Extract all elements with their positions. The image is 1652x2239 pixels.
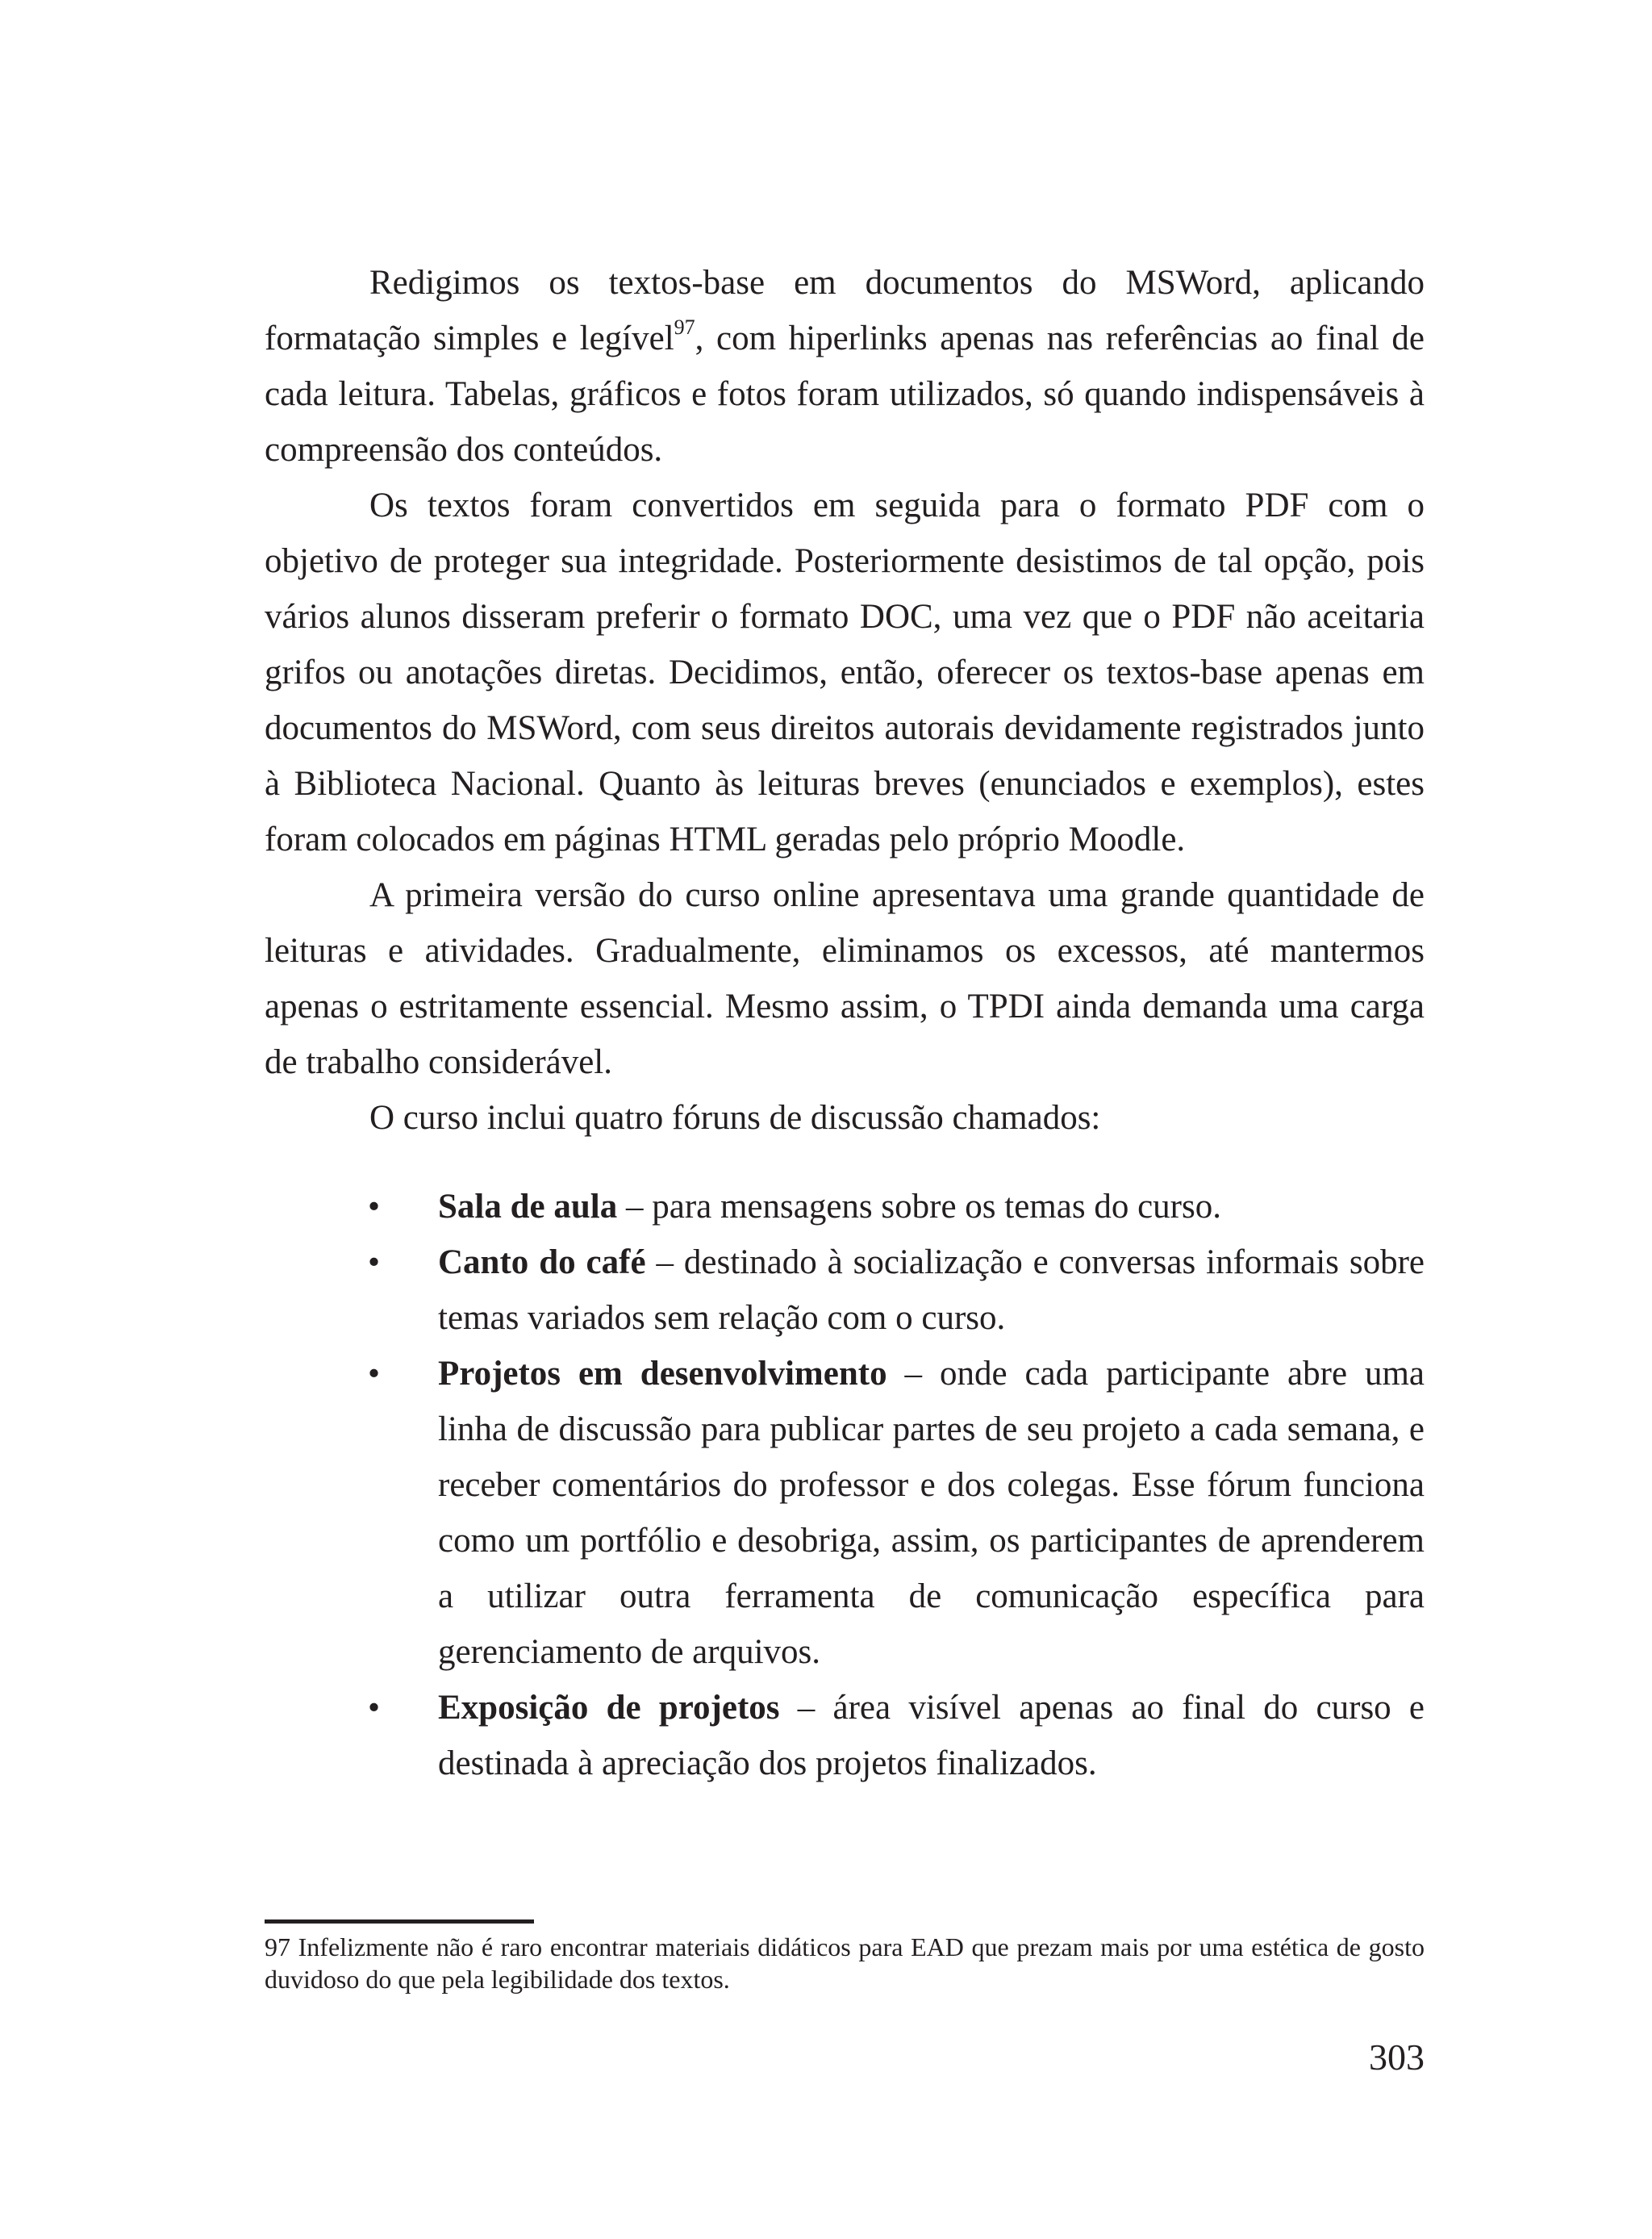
- paragraph-3: A primeira versão do curso online apresentava uma grande quantidade de leituras e atividades. Gradualmente, eliminamos os excessos, até mantermos apenas o estritamente essencial. Mesmo assim, o TPDI ainda demanda uma carga de trabalho considerável.: [265, 876, 1425, 1081]
- forum-name: Exposição de projetos: [438, 1689, 780, 1727]
- paragraph-1-text-b: , com hiperlinks apenas nas referências ao final de cada leitura. Tabelas, gráficos e fotos foram utilizados, só quando indispensáveis à compreensão dos conteúdos.: [265, 320, 1425, 469]
- page-number: 303: [1369, 2036, 1425, 2078]
- forum-name: Canto do café: [438, 1243, 646, 1281]
- bullet-icon: •: [368, 1243, 381, 1281]
- paragraph-2: Os textos foram convertidos em seguida para o formato PDF com o objetivo de proteger sua integridade. Posteriormente desistimos de tal opção, pois vários alunos disseram preferir o formato DOC, uma vez que o PDF não aceitaria grifos ou anotações diretas. Decidimos, então, oferecer os textos-base apenas em documentos do MSWord, com seus direitos autorais devidamente registrados junto à Biblioteca Nacional. Quanto às leituras breves (enunciados e exemplos), estes foram colocados em páginas HTML geradas pelo próprio Moodle.: [265, 487, 1425, 858]
- paragraph-1-text-a: Redigimos os textos-base em documentos do MSWord, aplicando formatação simples e legível: [265, 264, 1425, 357]
- paragraph-1: [265, 255, 1425, 478]
- forum-name: Projetos em desenvolvimento: [438, 1355, 887, 1393]
- bullet-icon: •: [368, 1355, 381, 1393]
- footnote-text: Infelizmente não é raro encontrar materiais didáticos para EAD que prezam mais por uma estética de gosto duvidoso do que pela legibilidade dos textos.: [265, 1932, 1425, 1994]
- forum-item-sala-de-aula: [265, 1179, 1425, 1234]
- footnote-reference: 97: [674, 315, 695, 339]
- footnote: [265, 1931, 1425, 1995]
- footnote-paragraph: [265, 1931, 1425, 1995]
- footnote-divider: [265, 1919, 534, 1924]
- bullet-icon: •: [368, 1188, 381, 1226]
- forum-item-projetos-em-desenvolvimento: [265, 1346, 1425, 1680]
- body-text: [265, 255, 1425, 1791]
- forum-item-exposicao-de-projetos: [265, 1680, 1425, 1791]
- forum-description: – destinado à socialização e conversas informais sobre temas variados sem relação com o curso.: [438, 1243, 1425, 1337]
- forum-name: Sala de aula: [438, 1188, 618, 1226]
- bullet-icon: •: [368, 1689, 381, 1727]
- paragraph-4: O curso inclui quatro fóruns de discussão chamados:: [369, 1099, 1101, 1137]
- footnote-number: 97: [265, 1932, 290, 1961]
- forum-list: [265, 1179, 1425, 1791]
- forum-description: – área visível apenas ao final do curso e destinada à apreciação dos projetos finalizados.: [438, 1689, 1425, 1782]
- forum-description: – onde cada participante abre uma linha de discussão para publicar partes de seu projeto a cada semana, e receber comentários do professor e dos colegas. Esse fórum funciona como um portfólio e desobriga, assim, os participantes de aprenderem a utilizar outra ferramenta de comunicação específica para gerenciamento de arquivos.: [438, 1355, 1425, 1671]
- forum-item-canto-do-cafe: [265, 1234, 1425, 1346]
- forum-description: – para mensagens sobre os temas do curso.: [617, 1188, 1221, 1226]
